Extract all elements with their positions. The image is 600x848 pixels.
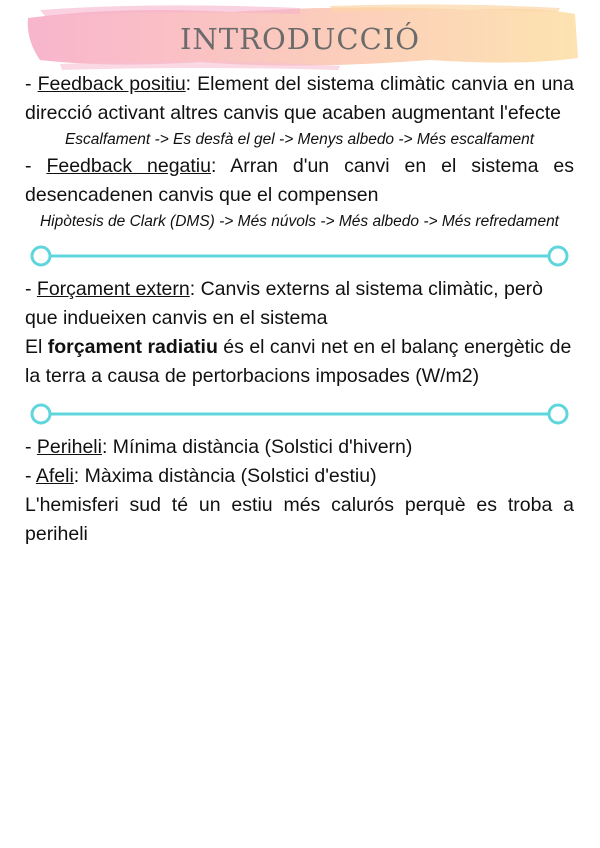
hemisferi-note: L'hemisferi sud té un estiu més calurós perquè es troba a periheli: [25, 494, 574, 545]
dash: -: [25, 155, 47, 177]
term-afeli: Afeli: [35, 465, 74, 487]
definition-text: : Mínima distància (Solstici d'hivern): [101, 436, 413, 458]
page-title: INTRODUCCIÓ: [179, 22, 421, 56]
prefix: El: [25, 336, 48, 358]
forcament-radiatiu-definition: [25, 333, 574, 391]
section-divider-2: [25, 399, 574, 429]
afeli-definition: [25, 462, 574, 491]
term-forcament-extern: Forçament extern: [36, 278, 190, 300]
content-area: [25, 70, 574, 549]
feedback-negatiu-example: Hipòtesis de Clark (DMS) -> Més núvols -> Més albedo -> Més refredament: [39, 213, 559, 230]
feedback-positiu-definition: [25, 70, 574, 128]
dash: -: [25, 465, 36, 487]
term-periheli: Periheli: [36, 436, 102, 458]
feedback-positiu-example: Escalfament -> Es desfà el gel -> Menys albedo -> Més escalfament: [64, 131, 535, 148]
definition-text: : Canvis externs al sistema climàtic, però que indueixen canvis en el sistema: [25, 278, 544, 329]
section-divider-1: [25, 241, 574, 271]
definition-text: és el canvi net en el balanç energètic de la terra a causa de pertorbacions imposades (W/m2): [25, 336, 572, 387]
term-feedback-positiu: Feedback positiu: [37, 73, 186, 95]
definition-text: : Arran d'un canvi en el sistema es desencadenen canvis que el compensen: [25, 155, 574, 206]
feedback-negatiu-definition: [25, 152, 574, 210]
dash: -: [25, 73, 38, 95]
definition-text: : Màxima distància (Solstici d'estiu): [73, 465, 377, 487]
header-banner: [0, 0, 600, 74]
term-forcament-radiatiu: forçament radiatiu: [47, 336, 218, 358]
periheli-definition: [25, 433, 574, 462]
term-feedback-negatiu: Feedback negatiu: [46, 155, 211, 177]
definition-text: : Element del sistema climàtic canvia en una direcció activant altres canvis que acaben augmentant l'efecte: [25, 73, 574, 124]
dash: -: [25, 436, 37, 458]
dash: -: [25, 278, 37, 300]
forcament-extern-definition: [25, 275, 574, 333]
